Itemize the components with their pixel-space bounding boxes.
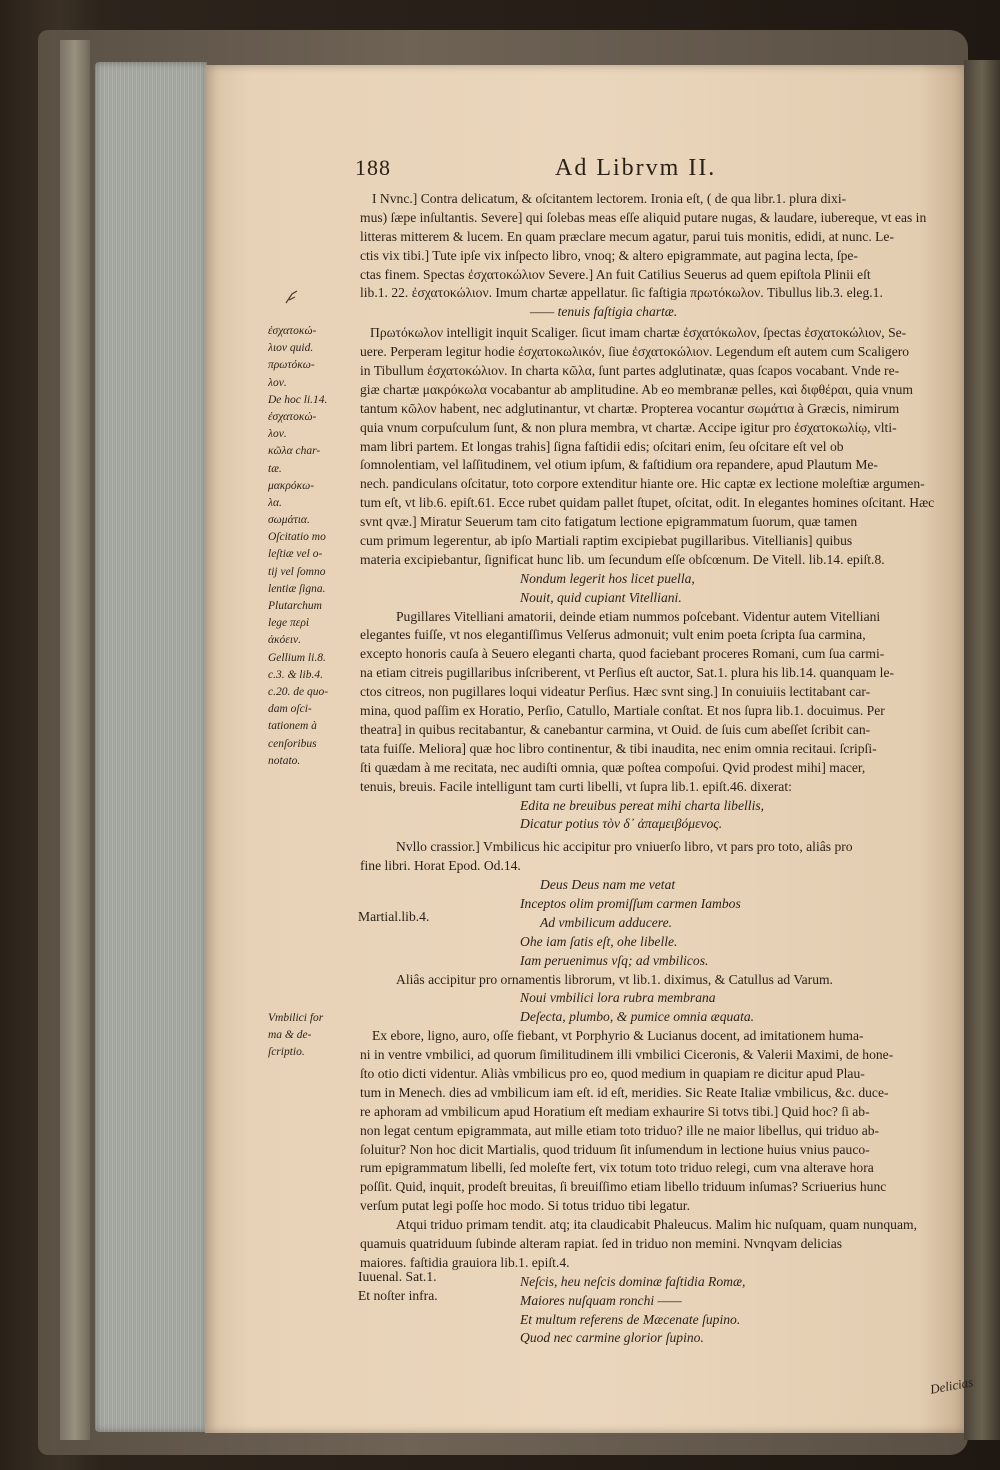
ink-mark-icon bbox=[283, 288, 301, 306]
commentary-text bbox=[360, 190, 985, 1348]
side-note-martial: Martial.lib.4. bbox=[358, 909, 430, 924]
text-line: ctos citreos, non pugillares loqui videatur Perſius. Hæc svnt sing.] In conuiuiis lectitabant car- bbox=[360, 684, 871, 700]
margin-line: λον. bbox=[268, 376, 287, 389]
text-line: ſoluitur? Non hoc dicit Martialis, quod triduum ſit inſumendum in lectione huius vnius pauco- bbox=[360, 1141, 870, 1157]
text-line: tenuis, breuis. Facile intelligunt tam curti libelli, vt ſupra lib.1. epiſt.46. dixerat: bbox=[360, 778, 792, 794]
text-line: excepto honoris cauſa à Seuero eleganti charta, quod faciebant proceres Romani, cum ſua carmi- bbox=[360, 646, 885, 662]
text-line: giæ chartæ μακρόκωλα vocabantur ab amplitudine. Ab eo membranæ pelles, καὶ διφθέραι, quia vnum bbox=[360, 381, 914, 397]
text-line: quia vnum corpuſculum ſunt, & non plura membra, vt chartæ. Accipe igitur pro ἐσχατοκωλίῳ, vlti- bbox=[360, 419, 897, 435]
margin-line: ma & de- bbox=[268, 1029, 312, 1042]
margin-line: ἐσχατοκώ- bbox=[268, 410, 317, 423]
page-edges bbox=[95, 62, 207, 1432]
verse-line: Quod nec carmine glorior ſupino. bbox=[520, 1330, 704, 1346]
margin-line: tæ. bbox=[268, 462, 282, 475]
verse-line: Edita ne breuibus pereat mihi charta libellis, bbox=[520, 797, 765, 813]
margin-line: tationem à bbox=[268, 720, 317, 733]
marginal-notes-b bbox=[268, 1010, 360, 1062]
margin-line: Plutarchum bbox=[268, 600, 322, 612]
margin-line: ſcriptio. bbox=[268, 1046, 305, 1059]
side-note-noster: Et noſter infra. bbox=[358, 1288, 438, 1303]
margin-line: κῶλα char- bbox=[268, 445, 321, 458]
text-line: poſſit. Quid, inquit, prodeſt breuitas, ſi breuiſſimo etiam libello triduum inſumas? Scriuerius hunc bbox=[360, 1179, 887, 1195]
text-line: Aliâs accipitur pro ornamentis librorum, vt lib.1. diximus, & Catullus ad Varum. bbox=[396, 971, 833, 987]
text-line: tantum κῶλον habent, nec adglutinantur, vt chartæ. Propterea vocantur σωμάτια à Græcis, nimirum bbox=[360, 400, 900, 416]
text-line: mus) ſæpe inſultantis. Severe] qui ſolebas meas eſſe aliquid putare nugas, & laudare, iubereque, vt eas in bbox=[360, 209, 927, 225]
text-line: non legat centum epigrammata, aut mille etiam toto triduo? ille ne maior libellus, qui triduo ab- bbox=[360, 1122, 880, 1138]
text-line: elegantes fuiſſe, vt nos elegantiſſimus Velſerus admonuit; vult enim poeta ſcripta ſua carmina, bbox=[360, 627, 866, 643]
verse-line: Ad vmbilicum adducere. bbox=[540, 914, 672, 930]
verse-line: Nondum legerit hos licet puella, bbox=[520, 570, 695, 586]
verse-line: Ohe iam ſatis eſt, ohe libelle. bbox=[520, 933, 678, 949]
verse-line: Iam peruenimus vſq; ad vmbilicos. bbox=[520, 952, 709, 968]
block-d bbox=[360, 838, 985, 970]
margin-line: πρωτόκω- bbox=[268, 359, 315, 372]
marginal-notes-a bbox=[268, 323, 360, 770]
verse-line: Maiores nuſquam ronchi —— bbox=[520, 1292, 682, 1308]
text-line: uere. Perperam legitur hodie ἐσχατοκωλικόν, ſiue ἐσχατοκώλιον. Legendum eſt autem cum Scaligero bbox=[360, 344, 910, 360]
margin-line: notato. bbox=[268, 754, 301, 767]
verse-line: Deſecta, plumbo, & pumice omnia æquata. bbox=[520, 1009, 755, 1025]
text-line: Nvllo crassior.] Vmbilicus hic accipitur pro vniuerſo libro, vt pars pro toto, aliâs pro bbox=[396, 839, 853, 855]
margin-line: λον. bbox=[268, 428, 287, 441]
margin-line: c.20. de quo- bbox=[268, 685, 329, 698]
margin-line: Vmbilici for bbox=[268, 1012, 324, 1024]
margin-line: ἐσχατοκώ- bbox=[268, 325, 317, 337]
text-line: cum primum legerentur, ab ipſo Martiali raptim excipiebat pugillaribus. Vitellianis] quibus bbox=[360, 533, 853, 549]
verse-line: Noui vmbilici lora rubra membrana bbox=[520, 990, 716, 1006]
text-line: nech. pandiculans oſcitatur, toto corpore extenditur hiante ore. Hic captæ ex lectione moleſtiæ argumen- bbox=[360, 476, 925, 492]
running-head bbox=[355, 155, 965, 189]
text-line: quamuis quatriduum ſubinde alteram rapiat. ſed in triduo non memini. Nvnqvam delicias bbox=[360, 1235, 843, 1251]
catchword: Delicias bbox=[928, 1374, 975, 1397]
text-line: Πρωτόκωλον intelligit inquit Scaliger. ſicut imam chartæ ἐσχατόκωλον, ſpectas ἐσχατοκώλιον, Se- bbox=[370, 325, 907, 341]
text-line: ctas finem. Spectas ἐσχατοκώλιον Severe.] An fuit Catilius Seuerus ad quem epiſtola Plinii eſt bbox=[360, 266, 871, 282]
text-line: ctis vix tibi.] Tute ipſe vix inſpecto libro, vnoq; & altero epigrammate, aut pagina lecta, ſpe- bbox=[360, 247, 858, 263]
margin-line: Gellium li.8. bbox=[268, 651, 326, 664]
block-b bbox=[360, 324, 985, 607]
text-line: ni in ventre vmbilici, ad quorum ſimilitudinem illi vmbilici Ciceronis, & Valerii Maximi, de hone- bbox=[360, 1047, 894, 1063]
text-line: I Nvnc.] Contra delicatum, & oſcitantem lectorem. Ironia eſt, ( de qua libr.1. plura dixi- bbox=[372, 191, 847, 206]
text-line: lib.1. 22. ἐσχατοκώλιον. Imum chartæ appellatur. ſic faſtigia πρωτόκωλον. Tibullus lib.3. eleg.1. bbox=[360, 285, 883, 301]
text-line: verſum putat legi poſſe hoc modo. Si totus triduo tibi legatur. bbox=[360, 1198, 690, 1214]
text-line: Ex ebore, ligno, auro, oſſe fiebant, vt Porphyrio & Lucianus docent, ad imitationem huma- bbox=[372, 1028, 864, 1044]
margin-line: σωμάτια. bbox=[268, 514, 310, 527]
margin-line: De hoc li.14. bbox=[268, 393, 328, 406]
side-note-iuuenal: Iuuenal. Sat.1. bbox=[358, 1269, 437, 1284]
text-line: Atqui triduo primam tendit. atq; ita claudicabit Phaleucus. Malim hic nuſquam, quam nunquam, bbox=[396, 1217, 917, 1233]
text-line: tata fuiſſe. Meliora] quæ hoc libro continentur, & tibi inaudita, nec enim omnia recitaui. ſcripſi- bbox=[360, 740, 877, 756]
margin-line: λα. bbox=[268, 496, 282, 509]
text-line: litteras mitterem & lucem. En quam præclare mecum agatur, parui tuis monitis, edidi, at nunc. Le- bbox=[360, 228, 894, 244]
text-line: in Tibullum ἐσχατοκώλιον. In charta κῶλα, ſunt partes adglutinatæ, quas ſcapos vocabant. Vnde re- bbox=[360, 363, 900, 379]
block-a bbox=[360, 190, 985, 322]
text-line: rum epigrammatum libelli, ſed moleſte fert, vix totum toto triduo relegi, cum vna alterave hora bbox=[360, 1160, 874, 1176]
text-line: ſto otio dicti videntur. Aliàs vmbilicus pro eo, quod medium in quapiam re dicitur apud Plau- bbox=[360, 1065, 865, 1081]
block-e bbox=[360, 971, 985, 1028]
text-line: maiores. faſtidia grauiora lib.1. epiſt.4. bbox=[360, 1254, 570, 1270]
block-c bbox=[360, 608, 985, 835]
verse-line: Dicatur potius τὸν δ᾽ ἀπαμειβόμενος. bbox=[520, 816, 723, 832]
text-line: svnt qvæ.] Miratur Seuerum tam cito fatigatum lectione epigrammatum ſuorum, quæ tamen bbox=[360, 514, 858, 530]
verse-line: Deus Deus nam me vetat bbox=[540, 877, 676, 893]
text-line: re aphoram ad vmbilicum apud Horatium eſt mediam exhaurire Si totvs tibi.] Quid hoc? ſi ab- bbox=[360, 1103, 870, 1119]
page-number: 188 bbox=[355, 155, 391, 180]
margin-line: lege περὶ bbox=[268, 617, 310, 630]
verse-line: Nouit, quid cupiant Vitelliani. bbox=[520, 589, 682, 605]
text-line: fine libri. Horat Epod. Od.14. bbox=[360, 858, 521, 874]
block-f bbox=[360, 1027, 985, 1348]
text-line: theatra] in quibus recitabantur, & canebantur carmina, vt Ouid. de ſuis cum abeſſet ſcribit can- bbox=[360, 721, 871, 737]
margin-line: μακρόκω- bbox=[268, 479, 315, 492]
margin-line: cenſoribus bbox=[268, 737, 317, 750]
text-line: Pugillares Vitelliani amatorii, deinde etiam nummos poſcebant. Videntur autem Vitelliani bbox=[396, 608, 881, 624]
margin-line: leſtiæ vel o- bbox=[268, 548, 323, 561]
text-line: ſomnolentiam, vel laſſitudinem, vel otium ipſum, & faſtidium ora repandere, apud Plautum Me- bbox=[360, 457, 878, 473]
text-line: materia excipiebantur, ſignificat hunc lib. um ſecundum eſſe obſcœnum. De Vitell. lib.14. epiſt.8. bbox=[360, 551, 885, 567]
verse-line: Et multum referens de Mæcenate ſupino. bbox=[520, 1311, 741, 1327]
margin-line: tij vel ſomno bbox=[268, 565, 326, 578]
margin-line: ἀκόειν. bbox=[268, 634, 302, 647]
text-line: mam libri partem. Et longas trahis] ſigna faſtidii edis; oſcitari enim, ſeu oſcitare eſt vel ob bbox=[360, 438, 844, 454]
running-title: Ad Librvm II. bbox=[555, 155, 717, 181]
verse-line: —— tenuis faſtigia chartæ. bbox=[530, 304, 678, 320]
text-line: na etiam citreis pugillaribus inſcriberent, vt Perſius eſt auctor, Sat.1. plura his lib.14. quanquam le- bbox=[360, 665, 895, 681]
verse-line: Neſcis, heu neſcis dominæ faſtidia Romæ, bbox=[520, 1273, 746, 1289]
book-spine-edge bbox=[60, 40, 90, 1440]
text-line: ſti quædam à me recitata, nec audiſti omnia, quæ poſtea compoſui. Qvid prodest mihi] macer, bbox=[360, 759, 866, 775]
margin-line: lentiæ ſigna. bbox=[268, 582, 326, 595]
verse-line: Inceptos olim promiſſum carmen Iambos bbox=[520, 895, 741, 911]
margin-line: dam oſci- bbox=[268, 703, 312, 716]
text-line: mina, quod paſſim ex Horatio, Perſio, Catullo, Martiale conſtat. Et nos ſupra lib.1. docuimus. Per bbox=[360, 703, 885, 719]
text-line: tum eſt, vt lib.6. epiſt.61. Ecce rubet quidam pallet ſtupet, oſcitat, odit. In elegantes homines oſcitant. Hæc bbox=[360, 495, 935, 511]
margin-line: c.3. & lib.4. bbox=[268, 668, 323, 681]
margin-line: Oſcitatio mo bbox=[268, 531, 326, 544]
text-line: tum in Menech. dies ad vmbilicum iam eſt. id eſt, meridies. Sic Reate Italiæ vmbilicus, &c. duce- bbox=[360, 1084, 889, 1100]
margin-line: λιον quid. bbox=[268, 342, 314, 355]
